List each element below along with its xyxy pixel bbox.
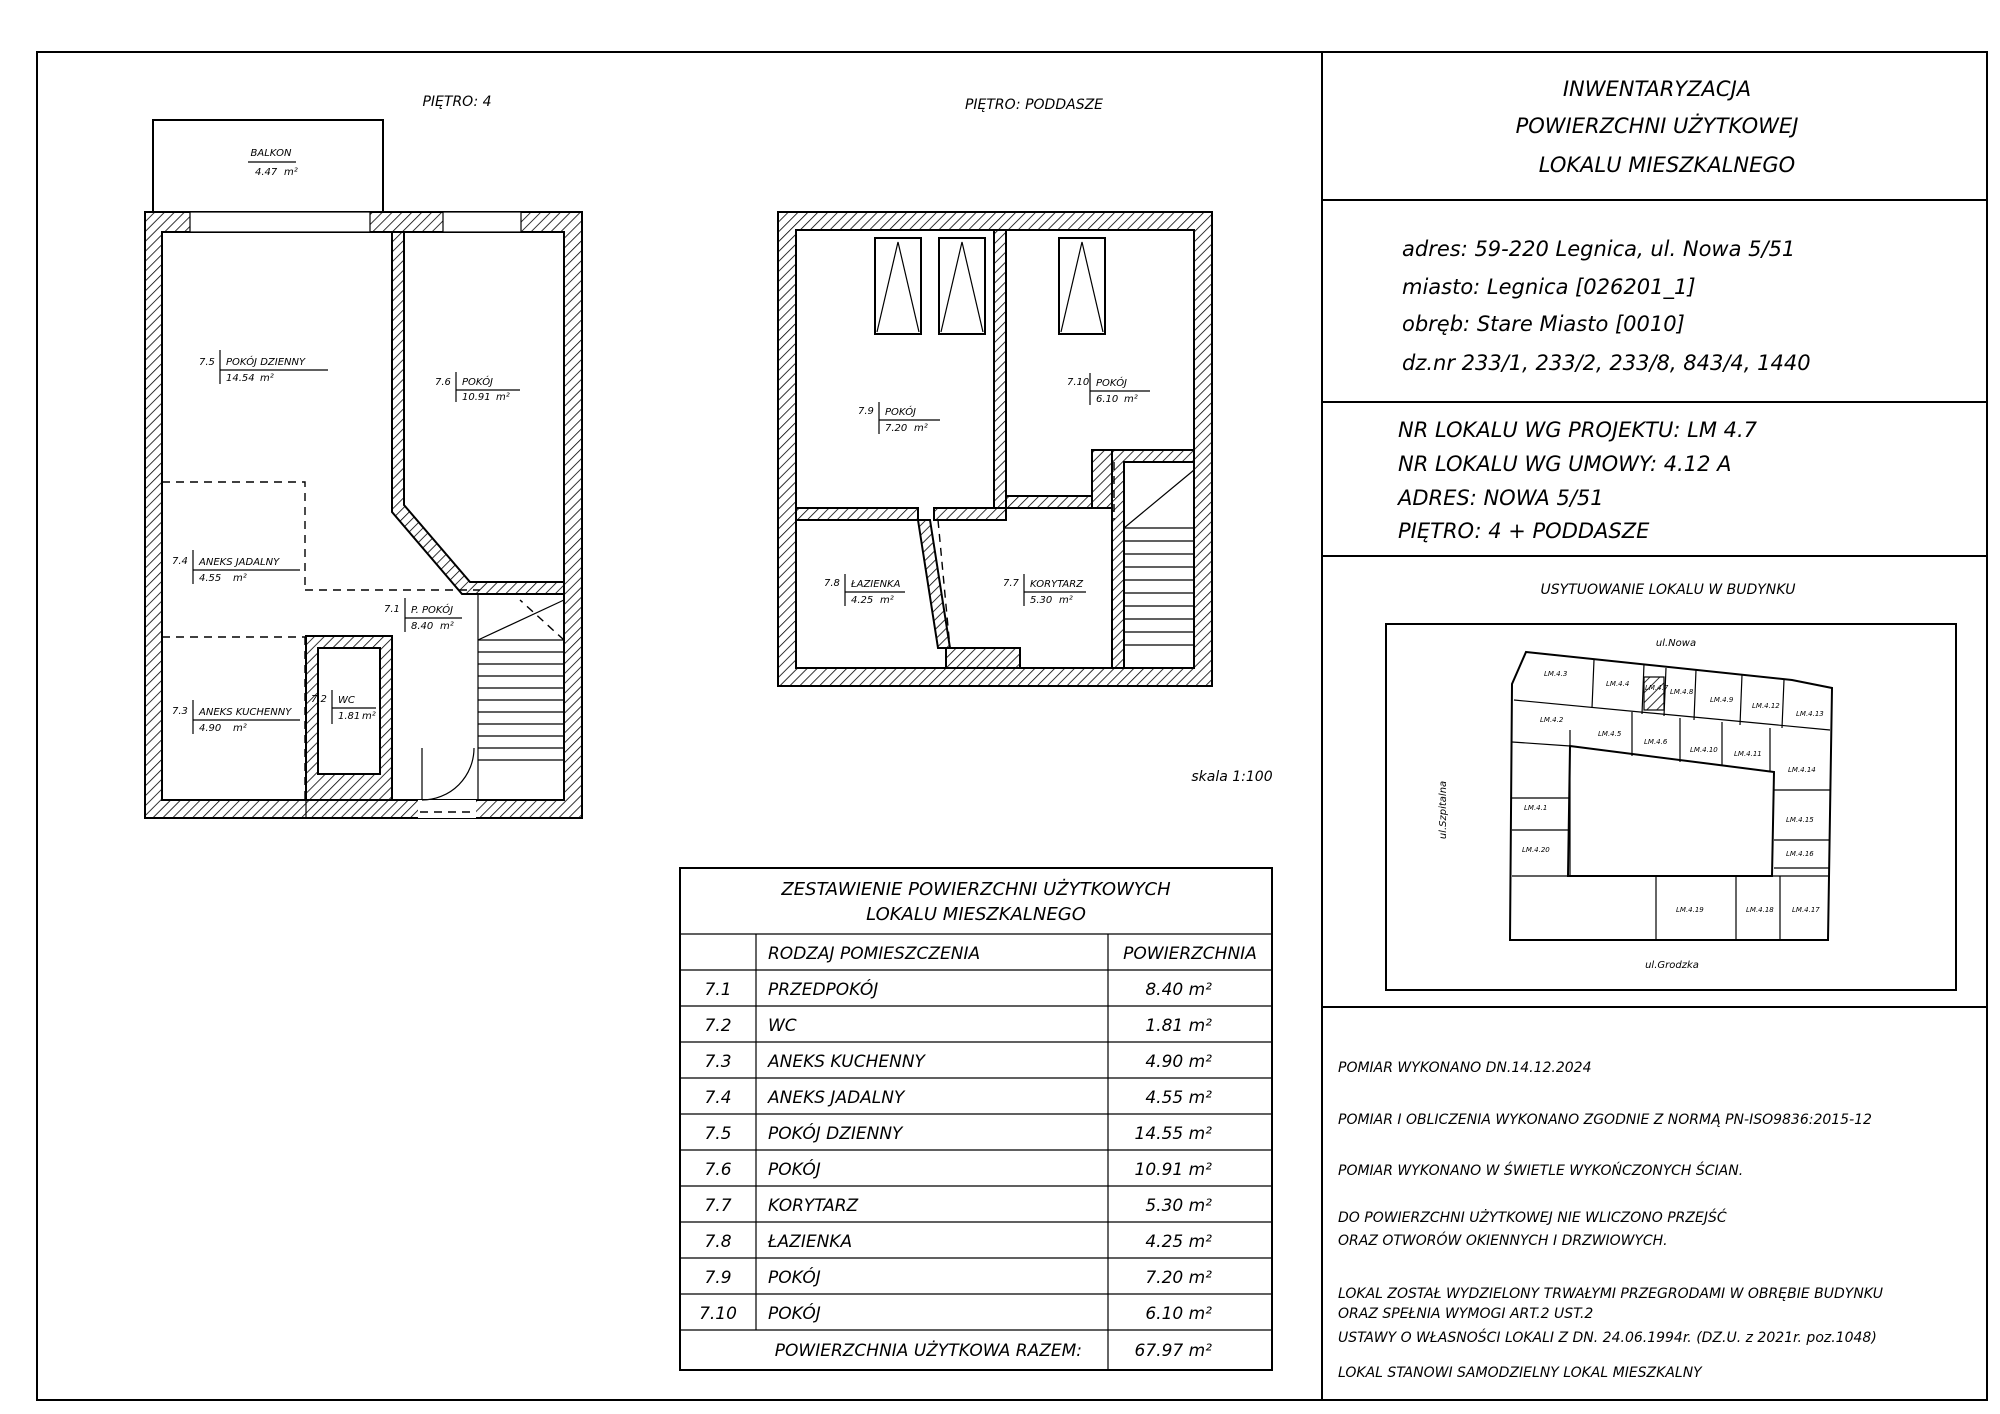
interior-wall — [946, 648, 1020, 668]
note-line: ORAZ SPEŁNIA WYMOGI ART.2 UST.2 — [1338, 1306, 1594, 1322]
unit-label: LM.4.11 — [1734, 750, 1762, 758]
courtyard — [1568, 746, 1774, 876]
unit-label: LM.4.12 — [1752, 702, 1780, 710]
room-unit: m² — [880, 595, 894, 606]
floor4-stairs — [478, 600, 564, 760]
entry-door-swing — [422, 748, 474, 800]
room-number: 7.6 — [435, 377, 451, 388]
unit-label: LM.4.5 — [1598, 730, 1622, 738]
room-area: 4.47 — [255, 167, 278, 178]
row-area: 10.91 m² — [1134, 1160, 1212, 1180]
room-area: 5.30 — [1030, 595, 1053, 606]
room-area: 4.90 — [199, 723, 222, 734]
table-row — [699, 1302, 1212, 1324]
unit-label: LM.4.6 — [1644, 738, 1668, 746]
row-number: 7.6 — [704, 1160, 732, 1180]
room-unit: m² — [284, 167, 298, 178]
room-name: ANEKS KUCHENNY — [199, 707, 292, 718]
row-area: 5.30 m² — [1145, 1196, 1212, 1216]
row-name: POKÓJ — [768, 1268, 821, 1288]
address-line: adres: 59-220 Legnica, ul. Nowa 5/51 — [1402, 237, 1796, 261]
row-name: KORYTARZ — [768, 1196, 859, 1216]
room-name: ŁAZIENKA — [851, 579, 901, 590]
row-area: 4.55 m² — [1145, 1088, 1212, 1108]
room-area: 4.55 — [199, 573, 222, 584]
table-subtitle: LOKALU MIESZKALNEGO — [866, 904, 1086, 925]
note-line: ORAZ OTWORÓW OKIENNYCH I DRZWIOWYCH. — [1338, 1233, 1668, 1249]
table-row — [704, 1232, 1212, 1252]
row-number: 7.2 — [704, 1016, 732, 1036]
total-value: 67.97 m² — [1134, 1341, 1212, 1361]
table-row — [704, 1052, 1212, 1072]
room-unit: m² — [1124, 394, 1138, 405]
unit-label: LM.4.20 — [1522, 846, 1550, 854]
room-number: 7.2 — [311, 694, 327, 705]
attic-stairs — [1124, 470, 1194, 645]
interior-wall — [934, 508, 1006, 520]
floor4-title: PIĘTRO: 4 — [422, 94, 492, 110]
street-label: ul.Nowa — [1655, 638, 1697, 649]
interior-wall — [1006, 496, 1092, 508]
room-unit: m² — [496, 392, 510, 403]
room-number: 7.10 — [1067, 377, 1090, 388]
room-number: 7.3 — [172, 706, 188, 717]
row-name: PRZEDPOKÓJ — [768, 980, 879, 1000]
parcel-line: dz.nr 233/1, 233/2, 233/8, 843/4, 1440 — [1402, 351, 1811, 375]
window — [190, 212, 370, 232]
table-row — [704, 1266, 1212, 1288]
unit-label: LM.4.10 — [1690, 746, 1718, 754]
note-line: POMIAR I OBLICZENIA WYKONANO ZGODNIE Z NORMĄ PN-ISO9836:2015-12 — [1338, 1112, 1872, 1128]
unit-address: ADRES: NOWA 5/51 — [1398, 486, 1604, 510]
interior-wall — [796, 508, 918, 520]
row-name: POKÓJ DZIENNY — [768, 1124, 903, 1144]
heading-line: LOKALU MIESZKALNEGO — [1538, 153, 1796, 177]
room-unit: m² — [233, 573, 247, 584]
row-name: WC — [768, 1016, 797, 1036]
row-area: 6.10 m² — [1145, 1304, 1212, 1324]
attic-plan — [778, 212, 1212, 686]
room-unit: m² — [440, 621, 454, 632]
heading-line: POWIERZCHNI UŻYTKOWEJ — [1515, 114, 1799, 138]
room-unit: m² — [260, 373, 274, 384]
unit-label: LM.4.1 — [1524, 804, 1548, 812]
row-number: 7.8 — [704, 1232, 732, 1252]
site-plan — [1386, 624, 1956, 990]
unit-label: LM.4.8 — [1670, 688, 1694, 696]
site-plan-frame — [1386, 624, 1956, 990]
note-line: LOKAL STANOWI SAMODZIELNY LOKAL MIESZKALNY — [1338, 1365, 1702, 1381]
entry-door-gap — [418, 800, 476, 818]
room-number: 7.1 — [384, 604, 400, 615]
room-area: 4.25 — [851, 595, 874, 606]
room-name: P. POKÓJ — [411, 605, 454, 616]
total-label: POWIERZCHNIA UŻYTKOWA RAZEM: — [774, 1341, 1082, 1361]
row-number: 7.4 — [704, 1088, 732, 1108]
highlighted-unit — [1644, 677, 1664, 710]
location-title: USYTUOWANIE LOKALU W BUDYNKU — [1540, 582, 1796, 598]
unit-label: LM.4.18 — [1746, 906, 1774, 914]
roof-windows — [875, 238, 1105, 334]
district-line: obręb: Stare Miasto [0010] — [1402, 312, 1685, 336]
row-area: 4.90 m² — [1145, 1052, 1212, 1072]
unit-contract-number: NR LOKALU WG UMOWY: 4.12 A — [1398, 452, 1732, 476]
room-area: 10.91 — [462, 392, 491, 403]
interior-wall-76 — [392, 232, 564, 594]
room-number: 7.4 — [172, 556, 188, 567]
row-area: 4.25 m² — [1145, 1232, 1212, 1252]
table-row — [704, 1122, 1212, 1144]
unit-label: LM.4.16 — [1786, 850, 1814, 858]
table-title: ZESTAWIENIE POWIERZCHNI UŻYTKOWYCH — [781, 879, 1171, 900]
scale-label: skala 1:100 — [1191, 769, 1273, 785]
balcony-outline — [153, 120, 383, 212]
room-unit: m² — [362, 711, 376, 722]
row-name: ŁAZIENKA — [768, 1232, 853, 1252]
room-area: 1.81 — [338, 711, 361, 722]
room-number: 7.8 — [824, 578, 840, 589]
room-number: 7.5 — [199, 357, 215, 368]
table-row — [704, 1196, 1212, 1216]
unit-label: LM.4.7 — [1645, 684, 1669, 692]
unit-label: LM.4.17 — [1792, 906, 1820, 914]
heading-line: INWENTARYZACJA — [1562, 77, 1752, 101]
col-header-name: RODZAJ POMIESZCZENIA — [768, 944, 981, 964]
unit-label: LM.4.3 — [1544, 670, 1568, 678]
table-row — [704, 1088, 1212, 1108]
row-area: 8.40 m² — [1145, 980, 1212, 1000]
room-area: 6.10 — [1096, 394, 1119, 405]
room-name: BALKON — [250, 148, 292, 159]
street-label: ul.Grodzka — [1645, 960, 1699, 971]
street-label: ul.Szpitalna — [1438, 780, 1449, 840]
room-unit: m² — [1059, 595, 1073, 606]
row-number: 7.7 — [704, 1196, 732, 1216]
note-line: POMIAR WYKONANO W ŚWIETLE WYKOŃCZONYCH ŚCIAN. — [1338, 1163, 1744, 1179]
unit-floor: PIĘTRO: 4 + PODDASZE — [1398, 519, 1650, 543]
row-area: 1.81 m² — [1145, 1016, 1212, 1036]
unit-label: LM.4.14 — [1788, 766, 1816, 774]
city-line: miasto: Legnica [026201_1] — [1402, 275, 1696, 299]
stair-wall — [1092, 450, 1112, 508]
row-number: 7.3 — [704, 1052, 732, 1072]
unit-label: LM.4.2 — [1540, 716, 1564, 724]
unit-labels — [1522, 670, 1824, 914]
room-area: 7.20 — [885, 423, 908, 434]
title-block — [1322, 77, 1987, 1381]
row-name: POKÓJ — [768, 1160, 821, 1180]
table-row — [704, 978, 1212, 1000]
interior-wall — [994, 230, 1006, 508]
col-header-area: POWIERZCHNIA — [1123, 944, 1257, 964]
row-area: 14.55 m² — [1134, 1124, 1212, 1144]
row-number: 7.9 — [704, 1268, 732, 1288]
row-area: 7.20 m² — [1145, 1268, 1212, 1288]
table-row — [704, 1158, 1212, 1180]
note-line: USTAWY O WŁASNOŚCI LOKALI Z DN. 24.06.1994r. (DZ.U. z 2021r. poz.1048) — [1338, 1330, 1877, 1346]
summary-table — [680, 868, 1272, 1370]
room-name: POKÓJ — [1096, 378, 1128, 389]
unit-label: LM.4.13 — [1796, 710, 1824, 718]
room-name: POKÓJ — [885, 407, 917, 418]
note-line: LOKAL ZOSTAŁ WYDZIELONY TRWAŁYMI PRZEGRODAMI W OBRĘBIE BUDYNKU — [1338, 1286, 1883, 1302]
unit-project-number: NR LOKALU WG PROJEKTU: LM 4.7 — [1398, 418, 1758, 442]
note-line: DO POWIERZCHNI UŻYTKOWEJ NIE WLICZONO PRZEJŚĆ — [1338, 1210, 1727, 1226]
room-name: POKÓJ DZIENNY — [226, 357, 306, 368]
unit-label: LM.4.19 — [1676, 906, 1704, 914]
attic-title: PIĘTRO: PODDASZE — [964, 97, 1104, 113]
stair-wall — [1112, 450, 1194, 668]
room-unit: m² — [914, 423, 928, 434]
note-line: POMIAR WYKONANO DN.14.12.2024 — [1338, 1060, 1592, 1076]
unit-label: LM.4.15 — [1786, 816, 1814, 824]
room-name: ANEKS JADALNY — [199, 557, 280, 568]
room-name: WC — [338, 695, 355, 706]
bathroom-partition — [918, 520, 950, 648]
room-number: 7.9 — [858, 406, 874, 417]
room-area: 14.54 — [226, 373, 255, 384]
row-number: 7.1 — [704, 980, 732, 1000]
room-name: POKÓJ — [462, 377, 494, 388]
row-name: ANEKS JADALNY — [768, 1088, 905, 1108]
unit-label: LM.4.4 — [1606, 680, 1630, 688]
row-number: 7.5 — [704, 1124, 732, 1144]
window — [443, 212, 521, 232]
row-name: POKÓJ — [768, 1304, 821, 1324]
room-unit: m² — [233, 723, 247, 734]
room-number: 7.7 — [1003, 578, 1019, 589]
row-number: 7.10 — [699, 1304, 737, 1324]
room-area: 8.40 — [411, 621, 434, 632]
room-name: KORYTARZ — [1030, 579, 1084, 590]
table-row — [704, 1016, 1212, 1036]
row-name: ANEKS KUCHENNY — [768, 1052, 925, 1072]
unit-label: LM.4.9 — [1710, 696, 1734, 704]
